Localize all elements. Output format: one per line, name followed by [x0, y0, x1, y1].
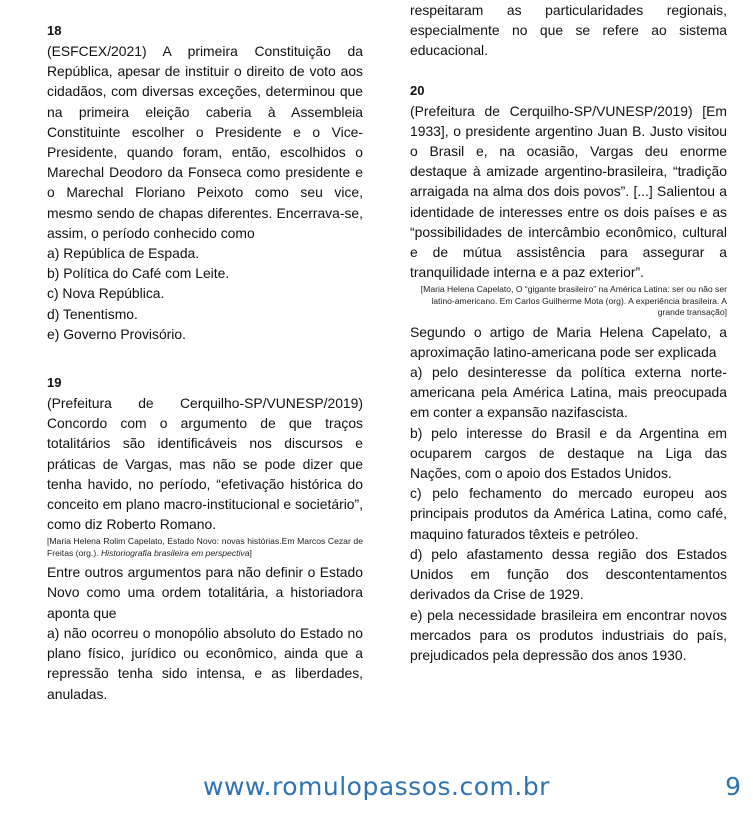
question-20-number: 20	[410, 82, 425, 98]
question-18-number: 18	[47, 23, 62, 38]
question-18-option-e: e) Governo Provisório.	[47, 325, 186, 342]
question-18-text: (ESFCEX/2021) A primeira Constituição da República, apesar de instituir o direito de voto aos cidadãos, com diversas exceções, determinou que na primeira eleição caberia à Assembleia Constituinte escolher o Presidente e o Vice-Presidente, quando foram, então, escolhidos o Marechal Deodoro da Fonseca como presidente e o Marechal Floriano Peixoto como seu vice, mesmo sendo de chapas diferentes. Encerrava-se, assim, o período conhecido como	[47, 43, 363, 241]
citation-text: [Maria Helena Rolim Capelato, Estado Novo: novas histórias.Em Marcos Cezar de Freitas (org.).	[47, 536, 363, 558]
page-number: 9	[725, 772, 741, 801]
question-19-prompt: Entre outros argumentos para não definir o Estado Novo como uma ordem totalitária, a historiadora aponta que	[47, 564, 363, 621]
spacer	[47, 344, 363, 373]
question-20-option-b: b) pelo interesse do Brasil e da Argentina em ocuparem cargos de destaque na Liga das Nações, com o apoio dos Estados Unidos.	[410, 424, 727, 482]
question-19-text: (Prefeitura de Cerquilho-SP/VUNESP/2019) Concordo com o argumento de que traços totalitários são identificáveis nos discursos e práticas de Vargas, mas não se pode dizer que tenha havido, no período, “efetivação histórica do conceito em plano macro-institucional e societário”, como diz Roberto Romano.	[47, 395, 363, 533]
question-20-citation: [Maria Helena Capelato, O “gigante brasileiro” na América Latina: ser ou não ser latino-americano. Em Carlos Guilherme Mota (org). A experiência brasileira. A grande transação]	[420, 284, 727, 318]
question-20-prompt: Segundo o artigo de Maria Helena Capelato, a aproximação latino-americana pode ser explicada	[410, 323, 727, 360]
right-column	[410, 0, 727, 665]
citation-close: ]	[249, 547, 252, 558]
left-column	[47, 21, 363, 704]
question-18-option-a: a) República de Espada.	[47, 245, 200, 262]
question-18-option-b: b) Política do Café com Leite.	[47, 265, 230, 282]
question-20-option-d: d) pelo afastamento dessa região dos Estados Unidos em função dos descontentamentos derivados da Crise de 1929.	[410, 545, 727, 603]
question-18-option-c: c) Nova República.	[47, 285, 165, 302]
spacer	[410, 61, 727, 81]
question-19-number: 19	[47, 375, 62, 391]
question-18-option-d: d) Tenentismo.	[47, 305, 138, 322]
question-19-option-a: a) não ocorreu o monopólio absoluto do Estado no plano físico, jurídico ou econômico, ainda que a repressão tenha sido intensa, e as liberdades, anuladas.	[47, 624, 363, 702]
citation-book-title: Historiografia brasileira em perspectiva	[100, 547, 250, 558]
question-20-text: (Prefeitura de Cerquilho-SP/VUNESP/2019) [Em 1933], o presidente argentino Juan B. Justo visitou o Brasil e, na ocasião, Vargas deu enorme destaque à amizade argentino-brasileira, “tradição arraigada na alma dos dois povos”. [...] Salientou a identidade de interesses entre os dois países e as “possibilidades de intercâmbio econômico, cultural e de mútua assistência para assegurar a tranquilidade interna e a paz exterior”.	[410, 102, 727, 281]
question-19-citation	[47, 536, 363, 559]
question-20-option-a: a) pelo desinteresse da política externa norte-americana pela América Latina, mais preocupada em conter a expansão nazifascista.	[410, 364, 727, 421]
footer-website-link[interactable]: www.romulopassos.com.br	[203, 772, 550, 801]
question-20-option-e: e) pela necessidade brasileira em encontrar novos mercados para os produtos industriais do país, prejudicados pela depressão dos anos 1930.	[410, 606, 727, 663]
question-20-option-c: c) pelo fechamento do mercado europeu aos principais produtos da América Latina, como café, maquino faturados têxteis e petróleo.	[410, 485, 727, 542]
question-19-continuation: respeitaram as particularidades regionais, especialmente no que se refere ao sistema educacional.	[410, 2, 727, 59]
